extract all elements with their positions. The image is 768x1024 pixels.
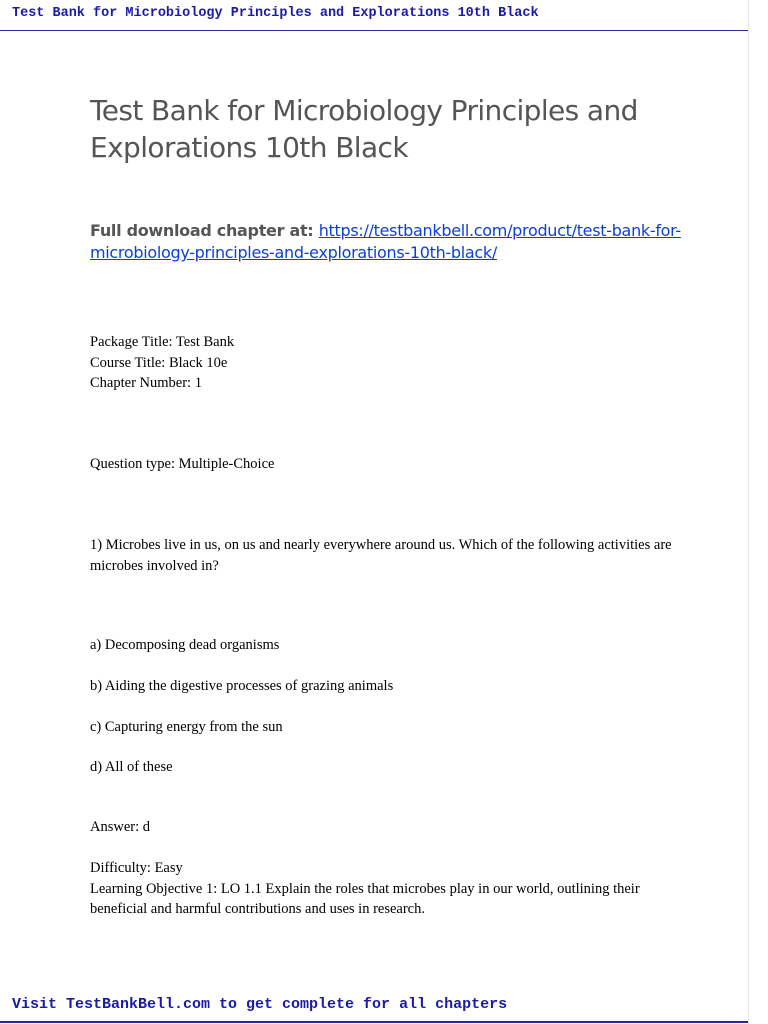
answer-option-c: c) Capturing energy from the sun: [90, 719, 283, 735]
question-text: 1) Microbes live in us, on us and nearly everywhere around us. Which of the following activities are microbes involved in?: [90, 537, 672, 574]
course-title: Course Title: Black 10e: [90, 354, 228, 371]
question-metadata: [90, 858, 690, 920]
learning-objective: Learning Objective 1: LO 1.1 Explain the roles that microbes play in our world, outlining their beneficial and harmful contributions and uses in research.: [90, 880, 640, 917]
header-divider: [0, 30, 748, 31]
answer-option-a: a) Decomposing dead organisms: [90, 637, 280, 653]
download-label: Full download chapter at:: [90, 221, 319, 240]
question-type: Question type: Multiple-Choice: [90, 456, 275, 472]
header-banner: Test Bank for Microbiology Principles and Explorations 10th Black: [12, 6, 539, 21]
difficulty: Difficulty: Easy: [90, 860, 183, 876]
package-title: Package Title: Test Bank: [90, 334, 235, 350]
footer-banner: Visit TestBankBell.com to get complete for all chapters: [12, 996, 508, 1013]
page-edge-divider: [748, 0, 749, 1024]
document-title: Test Bank for Microbiology Principles and Explorations 10th Black: [90, 94, 638, 164]
download-link[interactable]: https://testbankbell.com/product/test-bank-for-microbiology-principles-and-explorations-10th-black/: [90, 221, 681, 262]
package-info: [90, 332, 690, 394]
download-line: [90, 220, 700, 264]
answer-key: Answer: d: [90, 819, 151, 835]
answer-option-d: d) All of these: [90, 759, 173, 775]
chapter-number: Chapter Number: 1: [90, 375, 202, 391]
answer-option-b: b) Aiding the digestive processes of grazing animals: [90, 678, 394, 694]
footer-divider: [0, 1021, 748, 1023]
